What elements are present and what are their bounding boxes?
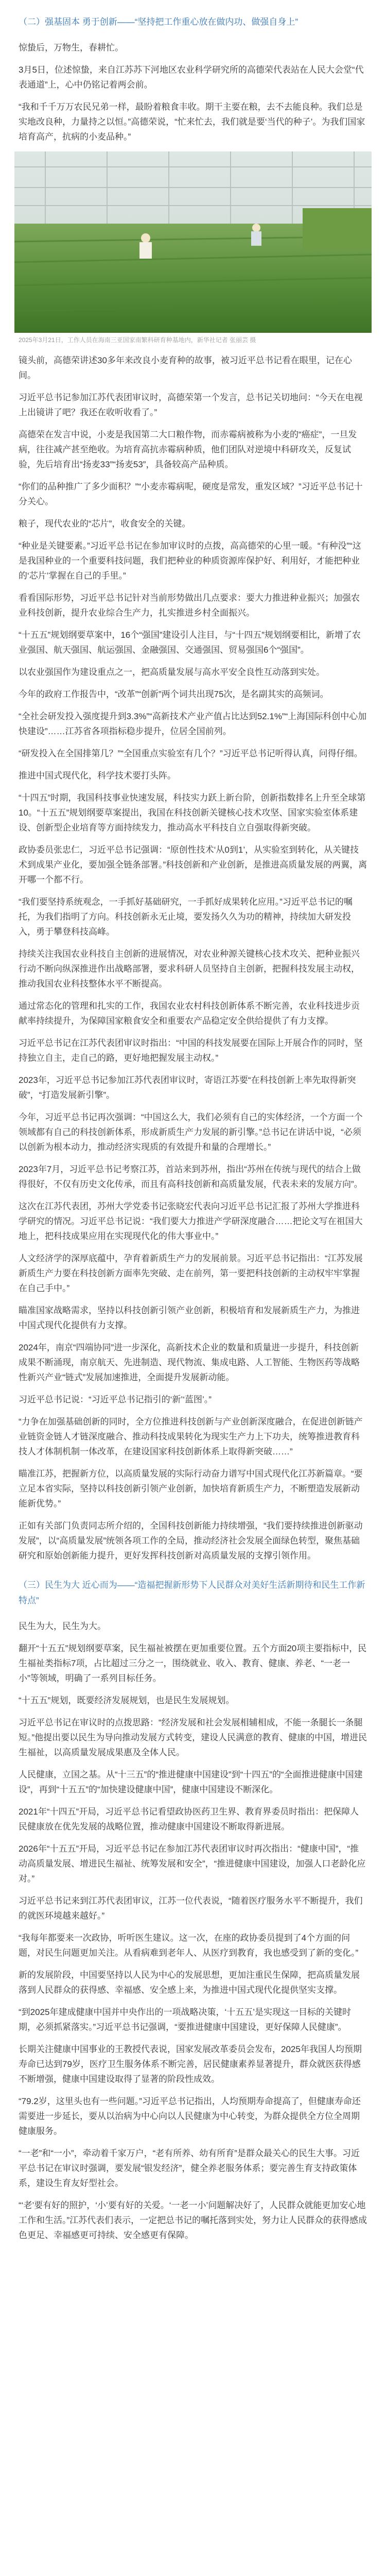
paragraph: “研发投入在全国排第几？”“全国重点实验室有几个？”习近平总书记听得认真，问得仔细。 [19, 749, 363, 758]
section2-paragraphs [0, 1619, 386, 2243]
paragraph: 2023年，习近平总书记参加江苏代表团审议时，寄语江苏要“在科技创新上率先取得新突破”，“打造发展新引擎”。 [19, 1075, 356, 1100]
paragraph: 3月5日，位述惊蛰，来自江苏苏下河地区农业科学研究所的高德荣代表站在人民大会堂“代表通道”上，心中仍铭记着两会前。 [19, 65, 364, 90]
paragraph: 镜头前，高德荣讲述30多年来改良小麦育种的故事，被习近平总书记看在眼里，记在心间。 [19, 355, 352, 380]
paragraph: 今年，习近平总书记再次强调：“中国这么大，我们必须有自己的实体经济，一个方面一个领域都有自己的科技创新体系，形成新质生产力发展的新引擎。”总书记在讲话中说，“必须以创新为根本动力，推动经济实现质的有效提升和量的合理增长。” [19, 1112, 363, 1152]
paragraph: 政协委员张忠仁，习近平总书记强调：“原创性技术‘从0到1’，从实验室到转化，从关键技术到成果产业化，要加强全链条部署。”科技创新和产业创新，是推进高质量发展的两翼，离开哪一个都不行。 [19, 845, 367, 885]
paragraph: 正如有关部门负责同志所介绍的，全国科技创新能力持续增强，“我们要持续推进创新驱动发展”，以“高质量发展”统领各项工作的全局，推动经济社会发展全面绿色转型，聚焦基础研究和原始创新能力提升，更好发挥科技创新对高质量发展的支撑引领作用。 [19, 1521, 363, 1561]
paragraph: 人文经济学的深厚底蕴中，孕育着新质生产力的发展前景。习近平总书记指出：“江苏发展新质生产力要在科技创新方面率先突破、走在前列，第一要把科技创新的主动权牢牢掌握在自己手中。” [19, 1253, 363, 1293]
paragraph: 看看国际形势，习近平总书记针对当前形势做出几点要求：要大力推进种业振兴；加强农业科技创新，提升农业综合生产力，扎实推进乡村全面振兴。 [19, 593, 360, 618]
paragraph: 习近平总书记说：“习近平总书记指引的‘新’‘蓝图’。” [19, 1395, 212, 1404]
paragraph: 瞄准国家战略需求，坚持以科技创新引领产业创新，积极培育和发展新质生产力，为推进中国式现代化提供有力支撑。 [19, 1306, 360, 1330]
paragraph: 今年的政府工作报告中，“改革”“创新”两个词共出现75次，是名副其实的高频词。 [19, 689, 329, 699]
paragraph: “‘老’要有好的照护，‘小’要有好的关爱。‘一老一小’问题解决好了，人民群众就能更加安心地工作和生活。”江苏代表们表示，一定把总书记的嘱托落到实处，努力让人民群众的获得感成色更足、幸福感更可持续、安全感更有保障。 [19, 2200, 367, 2240]
paragraph: “力争在加强基础创新的同时，全方位推进科技创新与产业创新深度融合，在促进创新链产业链资金链人才链深度融合、推动科技成果转化为现实生产力上下功夫，统筹推进教育科技人才体制机制一体改革，在建设国家科技创新体系上取得新突破……” [19, 1417, 363, 1456]
paragraph: 高德荣在发言中说，小麦是我国第二大口粮作物，而赤霉病被称为小麦的“癌症”，一旦发病，往往减产甚至绝收。为培育高抗赤霉病种质，他们团队对逆境中科研攻关，反复试验，先后培育出“扬麦33”“扬麦53”，具备较高产品种质。 [19, 430, 357, 469]
paragraph: 人民健康，立国之基。从“十三五”的“推进健康中国建设”到“十四五”的“全面推进健康中国建设”，再到“十五五”的“加快建设健康中国”，健康中国建设不断深化。 [19, 1770, 363, 1794]
paragraph: 推进中国式现代化，科学技术要打头阵。 [19, 771, 176, 781]
greenhouse-photo [14, 151, 372, 333]
section-heading: （二）强基固本 勇于创新——“坚持把工作重心放在做内功、做强自身上” [19, 17, 299, 27]
paragraph: 2023年7月，习近平总书记考察江苏，首站来到苏州，指出“苏州在传统与现代的结合上做得很好，不仅有历史文化传承，而且有高科技创新和高质量发展，代表未来的发展方向”。 [19, 1164, 363, 1189]
paragraph: 瞄准江苏，把握新方位，以高质量发展的实际行动奋力谱写中国式现代化江苏新篇章。“要立足本省实际，坚持以科技创新引领产业创新，加快培育新质生产力，不断塑造发展新动能新优势。” [19, 1469, 363, 1509]
paragraph: 2026年“十五五”开局，习近平总书记在参加江苏代表团审议时再次指出：“健康中国”，“推动高质量发展、增进民生福祉、统筹发展和安全”，“推进健康中国建设，加强人口老龄化应对。” [19, 1844, 366, 1884]
paragraph: “到2025年建成健康中国并中央作出的一项战略决策，‘十五五’是实现这一目标的关键时期，必须抓紧落实。”习近平总书记强调，“要推进健康中国建设，更好保障人民健康”。 [19, 2007, 352, 2032]
paragraph: “你们的品种推广了多少面积？”“小麦赤霉病呢，硬度是常发，重发区域？”习近平总书记十分关心。 [19, 482, 363, 506]
paragraph: 习近平总书记在江苏代表团审议时指出：“中国的科技发展要在国际上开展合作的同时，坚持独立自主，走自己的路，更好地把握发展主动权。” [19, 1038, 363, 1063]
paragraph: “全社会研发投入强度提升到3.3%”“高新技术产业产值占比达到52.1%”“上海国际科创中心加快建设”……江苏省各项指标稳步提升，位居全国前列。 [19, 711, 367, 736]
paragraph: “十五五”规划，既要经济发展规划，也是民生发展规划。 [19, 1696, 235, 1705]
paragraph: 持续关注我国农业科技自主创新的进展情况，对农业种源关键核心技术攻关、把种业振兴行动不断向纵深推进作出战略部署，要求科研人员坚持自主创新，把握科技发展主动权，推动我国农业科技整体水平不断提高。 [19, 949, 360, 989]
paragraph: “79.2岁，这里头也有一些问题。”习近平总书记指出，人均预期寿命提高了，但健康寿命还需要进一步延长，要从以治病为中心向以人民健康为中心转变，为群众提供全方位全周期健康服务。 [19, 2096, 361, 2136]
paragraph: 习近平总书记来到江苏代表团审议，江苏一位代表说，“随着医疗服务水平不断提升，我们的就医环境越来越好。” [19, 1896, 363, 1921]
paragraph: 民生为大，民生为大。 [19, 1621, 106, 1631]
paragraph: 2024年，南京“四端协同”进一步深化，高新技术企业的数量和质量进一步提升，科技创新成果不断涌现，南京航天、先进制造、现代物流、集成电路、人工智能、生物医药等战略性新兴产业“链式”发展加速推进，全面提升发展新动能。 [19, 1343, 360, 1382]
section1-paragraphs [0, 353, 386, 1563]
paragraph: 长期关注健康中国事业的王教授代表说，国家发展改革委员会发布，2025年我国人均预期寿命已达到79岁，医疗卫生服务体系不断完善，居民健康素养显著提升，群众就医获得感不断增强，健康中国建设取得了显著的阶段性成效。 [19, 2044, 362, 2084]
paragraph: 这次在江苏代表团，苏州大学党委书记张晓宏代表向习近平总书记汇报了苏州大学推进科学研究的情况。习近平总书记说：“我们要大力推进产学研深度融合……把论文写在祖国大地上，把科技成果应用在实现现代化的伟大事业中。” [19, 1201, 363, 1241]
paragraph: 习近平总书记参加江苏代表团审议时，高德荣第一个发言，总书记关切地问：“今天在电视上出镜讲了吧？我还在收听收看了。” [19, 393, 363, 417]
paragraph: 惊蛰后，万物生，春耕忙。 [19, 43, 124, 53]
paragraph: “我们要坚持系统观念，一手抓好基础研究，一手抓好成果转化应用。”习近平总书记的嘱托，为我们指明了方向。科技创新永无止境，要发扬久久为功的精神，持续加大研发投入，勇于攀登科技高峰。 [19, 897, 353, 937]
paragraph: 新的发展阶段，中国要坚持以人民为中心的发展思想，更加注重民生保障，把高质量发展落到人民群众的获得感、幸福感、安全感上来，为推进中国式现代化提供坚实支撑。 [19, 1970, 360, 1995]
article-page [0, 14, 386, 2576]
intro-paragraphs [0, 40, 386, 144]
photo-caption: 2025年3月21日，工作人员在海南三亚国家南繁科研育种基地内，新华社记者 张丽芸 摄 [19, 336, 256, 344]
paragraph: “我每年都要来一次政协，听听医生建议。这一次，在座的政协委员提到了4个方面的问题，对民生问题更加关注。从看病难到老年人、从医疗到教育，我也感受到了新的变化。” [19, 1933, 359, 1958]
paragraph: “种业是关键要素。”习近平总书记在参加审议时的点拨，高高德荣的心里一暖。“有种没”“这是我国种业的一个重要科技问题，我们把种业的种质资源库保护好、利用好，才能把种业的‘芯片’掌握在自己的手里。” [19, 541, 361, 581]
section-heading-2: （三）民生为大 近心而为——“造福把握新形势下人民群众对美好生活新期待和民生工作新特点” [19, 1580, 365, 1605]
paragraph: 2021年“十四五”开局，习近平总书记看望政协医药卫生界、教育界委员时指出：把保障人民健康放在优先发展的战略位置，推动健康中国建设不断取得新进展。 [19, 1807, 359, 1832]
paragraph: 以农业强国作为建设重点之一，把高质量发展与高水平安全良性互动落到实处。 [19, 667, 325, 677]
paragraph: 粮子，现代农业的“芯片”，收食安全的关键。 [19, 519, 191, 529]
paragraph: 习近平总书记在审议时的点拨思路：“经济发展和社会发展相辅相成，不能一条腿长一条腿短。”他提出要以民生为导向推动发展方式转变，建设人民满意的教育、健康的中国，增进民生福祉，以高质量发展成果惠及全体人民。 [19, 1718, 367, 1757]
paragraph: “十四五”时期，我国科技事业快速发展，科技实力跃上新台阶，创新指数排名上升至全球第10。“十五五”规划纲要草案提出，我国在科技创新关键核心技术攻坚、国家实验室体系建设、创新型企业培育等方面持续发力，推动高水平科技自立自强取得新突破。 [19, 793, 366, 833]
paragraph: “我和千千万万农民兄弟一样，最盼着粮食丰收。期干主要在粮，去不去能良种。我们总是实地改良种，力量持之以恒。”高德荣说，“忙来忙去，我们就是要‘当代的种子’。为我们国家培育高产，抗病的小麦品种。” [19, 102, 365, 142]
paragraph: “一老”和“一小”，牵动着千家万户，“老有所养、幼有所育”是群众最关心的民生大事。习近平总书记在审议时强调，要发展“银发经济”，健全养老服务体系；要完善生育支持政策体系，建设生育友好型社会。 [19, 2148, 360, 2188]
paragraph: 翻开“十五五”规划纲要草案，民生福祉被摆在更加重要位置。五个方面20项主要指标中，民生福祉类指标7项，占比超过三分之一，围绕就业、收入、教育、健康、养老、“一老一小”等领域，明确了一系列目标任务。 [19, 1643, 367, 1683]
paragraph: 通过常态化的管理和扎实的工作，我国农业农村科技创新体系不断完善，农业科技进步贡献率持续提升，为保障国家粮食安全和重要农产品稳定安全供给提供了有力支撑。 [19, 1001, 360, 1026]
paragraph: “十五五”规划纲要草案中，16个“强国”建设引人注目，与“十四五”规划纲要相比，新增了农业强国、航天强国、航运强国、金融强国、交通强国、贸易强国6个“强国”。 [19, 630, 361, 655]
